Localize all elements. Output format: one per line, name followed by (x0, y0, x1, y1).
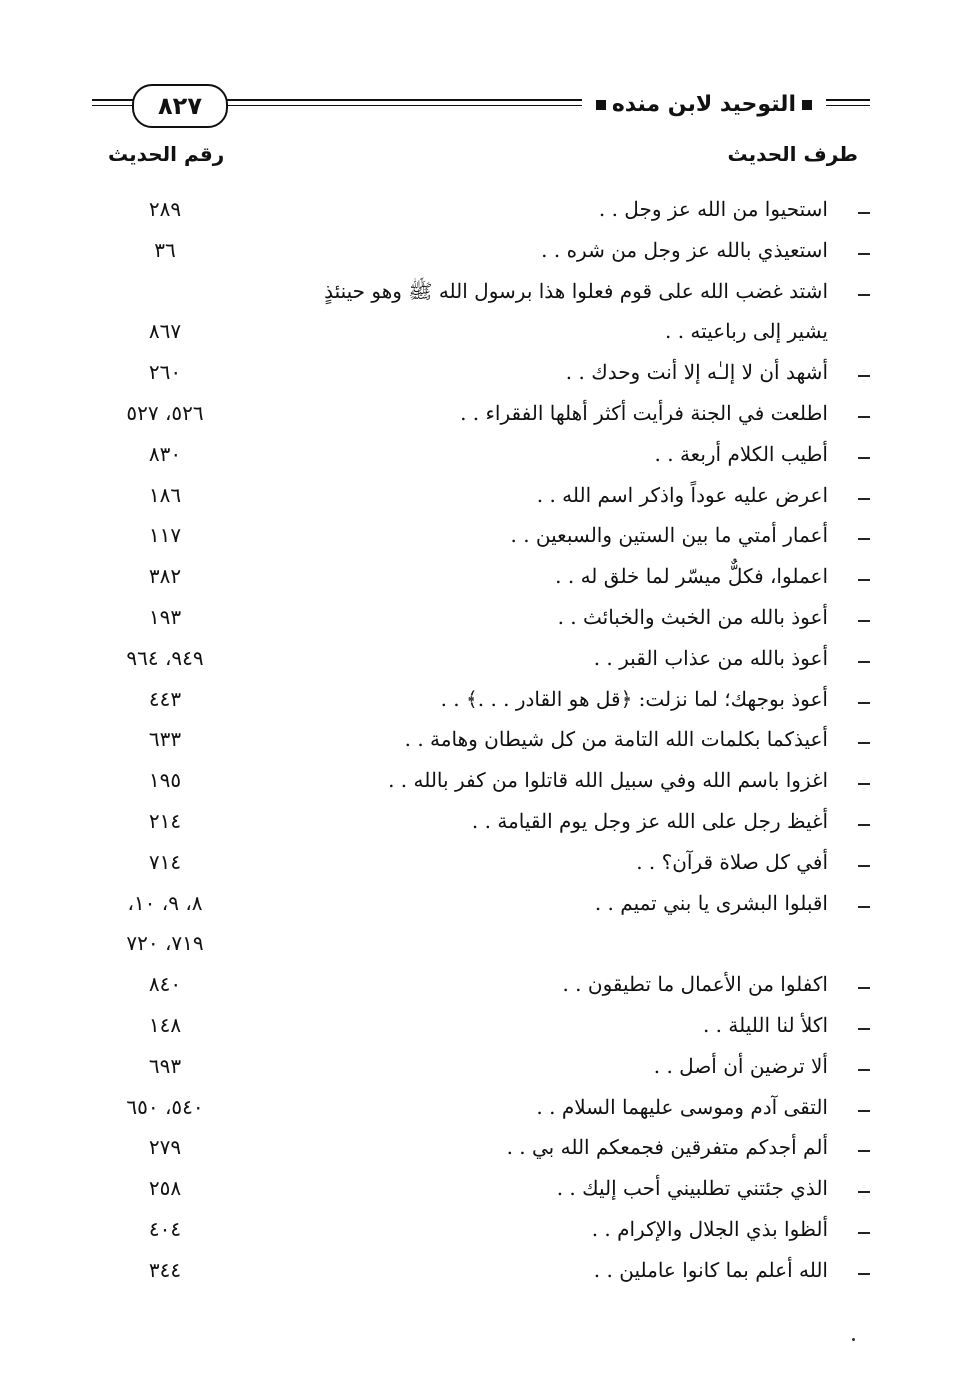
index-entry (100, 476, 870, 516)
index-entry (100, 924, 870, 964)
index-entry (100, 272, 870, 312)
entry-dash (858, 416, 870, 418)
index-entry (100, 1006, 870, 1046)
entry-number: ٤٤٣ (148, 686, 182, 711)
entry-number: ٨، ٩، ١٠، (127, 890, 203, 915)
entry-dash (858, 865, 870, 867)
entry-text: الله أعلم بما كانوا عاملين . . (593, 1257, 828, 1282)
entry-dash (858, 212, 870, 214)
entry-number: ٥٢٦، ٥٢٧ (126, 401, 204, 425)
index-entry (100, 598, 870, 638)
entry-number: ٤٠٤ (148, 1217, 182, 1241)
entry-text: التقى آدم وموسى عليهما السلام . . (536, 1094, 828, 1119)
entry-text: اشتد غضب الله على قوم فعلوا هذا برسول الله ﷺ وهو حينئذٍ (324, 278, 828, 303)
entry-text: الذي جئتني تطلبيني أحب إليك . . (556, 1176, 828, 1201)
index-entry (100, 680, 870, 720)
index-entry (100, 1169, 870, 1209)
index-entry (100, 802, 870, 842)
index-entry (100, 1088, 870, 1128)
entry-number: ٣٨٢ (148, 564, 182, 589)
entry-text: أطيب الكلام أربعة . . (654, 441, 828, 466)
entry-text: اكفلوا من الأعمال ما تطيقون . . (562, 972, 828, 997)
entry-number: ٧١٤ (148, 849, 182, 874)
entry-text: اعرض عليه عوداً واذكر اسم الله . . (536, 482, 828, 507)
square-bullet-icon (802, 100, 812, 110)
entry-number: ٢٦٠ (148, 360, 182, 385)
entry-text: أفي كل صلاة قرآن؟ . . (636, 849, 828, 874)
entry-number: ١٨٦ (148, 482, 182, 507)
entry-number: ٦٣٣ (148, 727, 182, 752)
index-entry (100, 394, 870, 434)
index-entry (100, 884, 870, 924)
index-entry (100, 353, 870, 393)
entry-dash (858, 1069, 870, 1071)
entry-number: ٩٤٩، ٩٦٤ (126, 645, 204, 670)
entry-dash (858, 294, 870, 296)
text-column-heading: طرف الحديث (727, 142, 858, 166)
entry-dash (858, 498, 870, 500)
entry-text: يشير إلى رباعيته . . (665, 319, 828, 344)
square-bullet-icon (596, 100, 606, 110)
index-entry (100, 639, 870, 679)
entry-text: اقبلوا البشرى يا بني تميم . . (594, 890, 828, 915)
index-entry (100, 1210, 870, 1250)
entry-dash (858, 1232, 870, 1234)
entry-dash (858, 824, 870, 826)
entry-dash (858, 987, 870, 989)
entry-text: ألا ترضين أن أصل . . (653, 1053, 828, 1078)
entry-text: اكلأ لنا الليلة . . (702, 1013, 828, 1037)
entry-text: استعيذي بالله عز وجل من شره . . (541, 237, 828, 262)
index-entry (100, 761, 870, 801)
entry-text: أغيظ رجل على الله عز وجل يوم القيامة . . (471, 809, 828, 833)
entry-text: أعمار أمتي ما بين الستين والسبعين . . (510, 523, 828, 548)
entry-dash (858, 375, 870, 377)
entry-number: ٢٥٨ (148, 1176, 182, 1201)
index-entry (100, 516, 870, 556)
entry-dash (858, 906, 870, 908)
entry-text: أعوذ بالله من عذاب القبر . . (593, 645, 828, 670)
entry-text: استحيوا من الله عز وجل . . (598, 197, 828, 221)
entry-dash (858, 1273, 870, 1275)
entry-number: ٦٩٣ (148, 1053, 182, 1078)
entry-text: ألظوا بذي الجلال والإكرام . . (591, 1217, 828, 1241)
page-number: ٨٢٧ (158, 92, 202, 120)
entry-text: أعوذ بالله من الخبث والخبائث . . (557, 605, 828, 629)
running-header (92, 82, 870, 128)
entry-number: ١٩٣ (148, 605, 182, 629)
entry-number: ٢١٤ (148, 809, 182, 833)
entry-dash (858, 538, 870, 540)
entry-number: ٥٤٠، ٦٥٠ (126, 1094, 204, 1119)
number-column-heading: رقم الحديث (108, 142, 225, 166)
entry-number: ١٤٨ (148, 1013, 182, 1037)
index-entry (100, 843, 870, 883)
index-entry (100, 312, 870, 352)
entry-dash (858, 457, 870, 459)
index-entry (100, 1047, 870, 1087)
entry-text: اطلعت في الجنة فرأيت أكثر أهلها الفقراء . . (460, 401, 828, 425)
entry-text: أعوذ بوجهك؛ لما نزلت: ﴿قل هو القادر . . .﴾ . . (440, 686, 828, 711)
entry-dash (858, 702, 870, 704)
entry-number: ١٩٥ (148, 768, 182, 793)
entry-dash (858, 1110, 870, 1112)
index-entry (100, 965, 870, 1005)
book-title-text: التوحيد لابن منده (611, 92, 796, 117)
book-title (582, 88, 826, 122)
page-speck (852, 1338, 855, 1341)
entry-text: ألم أجدكم متفرقين فجمعكم الله بي . . (506, 1135, 828, 1160)
index-entry (100, 1251, 870, 1291)
index-entry (100, 190, 870, 230)
entry-dash (858, 661, 870, 663)
entry-number: ٨٤٠ (148, 972, 182, 997)
entry-text: اغزوا باسم الله وفي سبيل الله قاتلوا من كفر بالله . . (388, 768, 828, 793)
entry-dash (858, 1191, 870, 1193)
entry-number: ٨٣٠ (148, 441, 182, 466)
entry-dash (858, 783, 870, 785)
entry-number: ٢٨٩ (148, 197, 182, 221)
page-number-badge (132, 84, 228, 128)
entry-dash (858, 253, 870, 255)
entry-number: ٣٦ (154, 237, 176, 262)
index-entry (100, 435, 870, 475)
entry-text: أعيذكما بكلمات الله التامة من كل شيطان وهامة . . (404, 727, 828, 752)
entry-text: أشهد أن لا إلـٰه إلا أنت وحدك . . (565, 360, 828, 385)
entry-dash (858, 1150, 870, 1152)
entry-dash (858, 1028, 870, 1030)
index-entry (100, 1128, 870, 1168)
entry-text: اعملوا، فكلٌّ ميسّر لما خلق له . . (555, 564, 828, 589)
index-entry (100, 557, 870, 597)
index-entry (100, 720, 870, 760)
entry-dash (858, 742, 870, 744)
entry-number: ٧١٩، ٧٢٠ (126, 931, 204, 956)
entry-number: ٢٧٩ (148, 1135, 182, 1160)
entry-number: ١١٧ (148, 523, 182, 548)
entry-number: ٣٤٤ (148, 1257, 182, 1282)
entry-dash (858, 579, 870, 581)
entry-dash (858, 620, 870, 622)
entry-number: ٨٦٧ (148, 319, 182, 344)
index-entry (100, 231, 870, 271)
